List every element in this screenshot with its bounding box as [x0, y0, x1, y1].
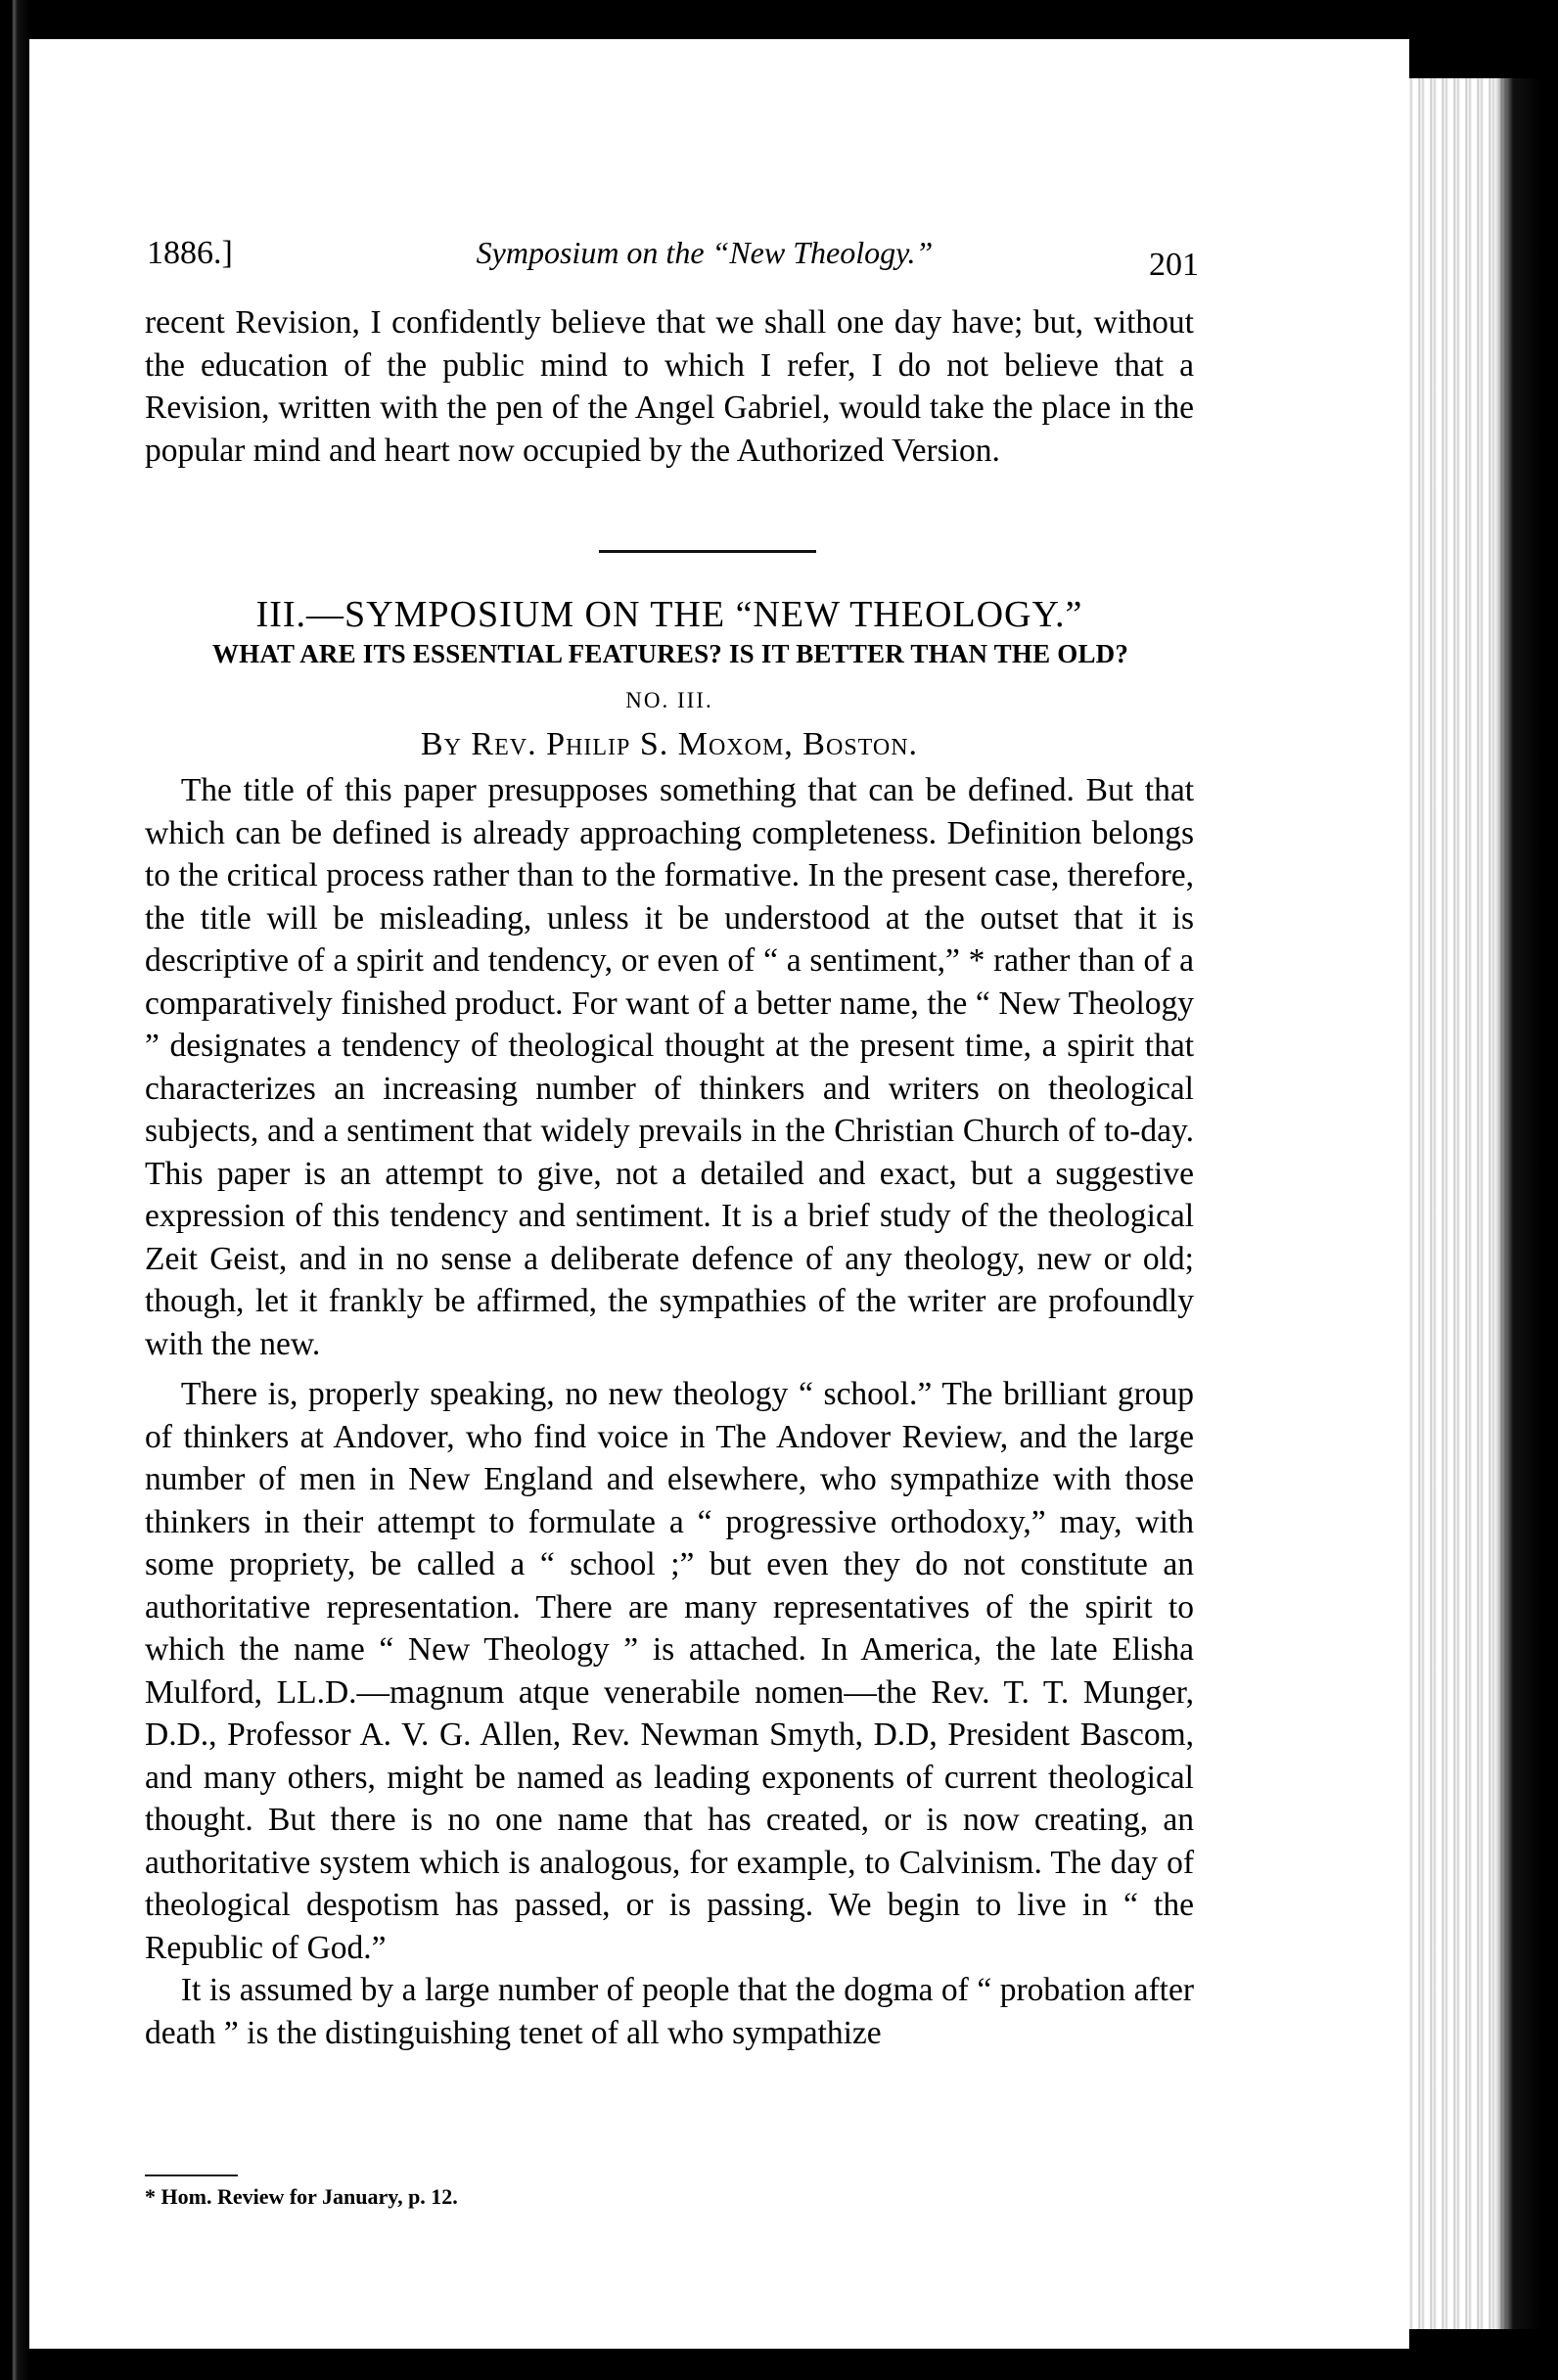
book-cover-shadow	[1494, 78, 1541, 2329]
running-head	[147, 235, 1199, 294]
footnote: * Hom. Review for January, p. 12.	[145, 2184, 458, 2209]
article-number: NO. III.	[625, 688, 713, 712]
running-head-year: 1886.]	[147, 235, 233, 271]
body-paragraph-2: There is, properly speaking, no new theology “ school.” The brilliant group of thinkers at Andover, who find voice in The Andover Review, and the large number of men in New England and elsewhere, who sympathize with those thinkers in their attempt to formulate a “ progressive orthodoxy,” may, with some propriety, be called a “ school ;” but even they do not constitute an authoritative representation. There are many representatives of the spirit to which the name “ New Theology ” is attached. In America, the late Elisha Mulford, LL.D.—magnum atque venerabile nomen—the Rev. T. T. Munger, D.D., Professor A. V. G. Allen, Rev. Newman Smyth, D.D, President Bascom, and many others, might be named as leading exponents of current theological thought. But there is no one name that has created, or is now creating, an authoritative system which is analogous, for example, to Calvinism. The day of theological despotism has passed, or is passing. We begin to live in “ the Republic of God.”	[145, 1376, 1194, 1966]
page-edges-stack	[1390, 78, 1541, 2329]
article-body	[145, 769, 1194, 2054]
article-byline: By Rev. Philip S. Moxom, Boston.	[420, 726, 919, 762]
body-paragraph-1: The title of this paper presupposes something that can be defined. But that which can be defined is already approaching completeness. Definition belongs to the critical process rather than to the formative. In the present case, therefore, the title will be misleading, unless it be understood at the outset that it is descriptive of a spirit and tendency, or even of “ a sentiment,” * rather than of a comparatively finished product. For want of a better name, the “ New Theology ” designates a tendency of theological thought at the present time, a spirit that characterizes an increasing number of thinkers and writers on theological subjects, and a sentiment that widely prevails in the Christian Church of to-day. This paper is an attempt to give, not a detailed and exact, but a suggestive expression of this tendency and sentiment. It is a brief study of the theological Zeit Geist, and in no sense a deliberate defence of any theology, new or old; though, let it frankly be affirmed, the sympathies of the writer are profoundly with the new.	[145, 772, 1194, 1362]
article-title: III.—SYMPOSIUM ON THE “NEW THEOLOGY.”	[255, 594, 1083, 635]
section-divider	[599, 550, 816, 553]
footnote-rule	[145, 2174, 238, 2176]
page-number: 201	[1149, 247, 1199, 283]
running-head-title: Symposium on the “New Theology.”	[476, 235, 934, 270]
book-gutter-edge	[0, 0, 29, 2380]
continued-text-block	[145, 301, 1194, 472]
body-paragraph-3: It is assumed by a large number of people that the dogma of “ probation after death ” is the distinguishing tenet of all who sympathize	[145, 1972, 1194, 2051]
continued-paragraph: recent Revision, I confidently believe that we shall one day have; but, without the education of the public mind to which I refer, I do not believe that a Revision, written with the pen of the Angel Gabriel, would take the place in the popular mind and heart now occupied by the Authorized Version.	[145, 304, 1194, 469]
article-subtitle: WHAT ARE ITS ESSENTIAL FEATURES? IS IT BETTER THAN THE OLD?	[211, 639, 1129, 668]
